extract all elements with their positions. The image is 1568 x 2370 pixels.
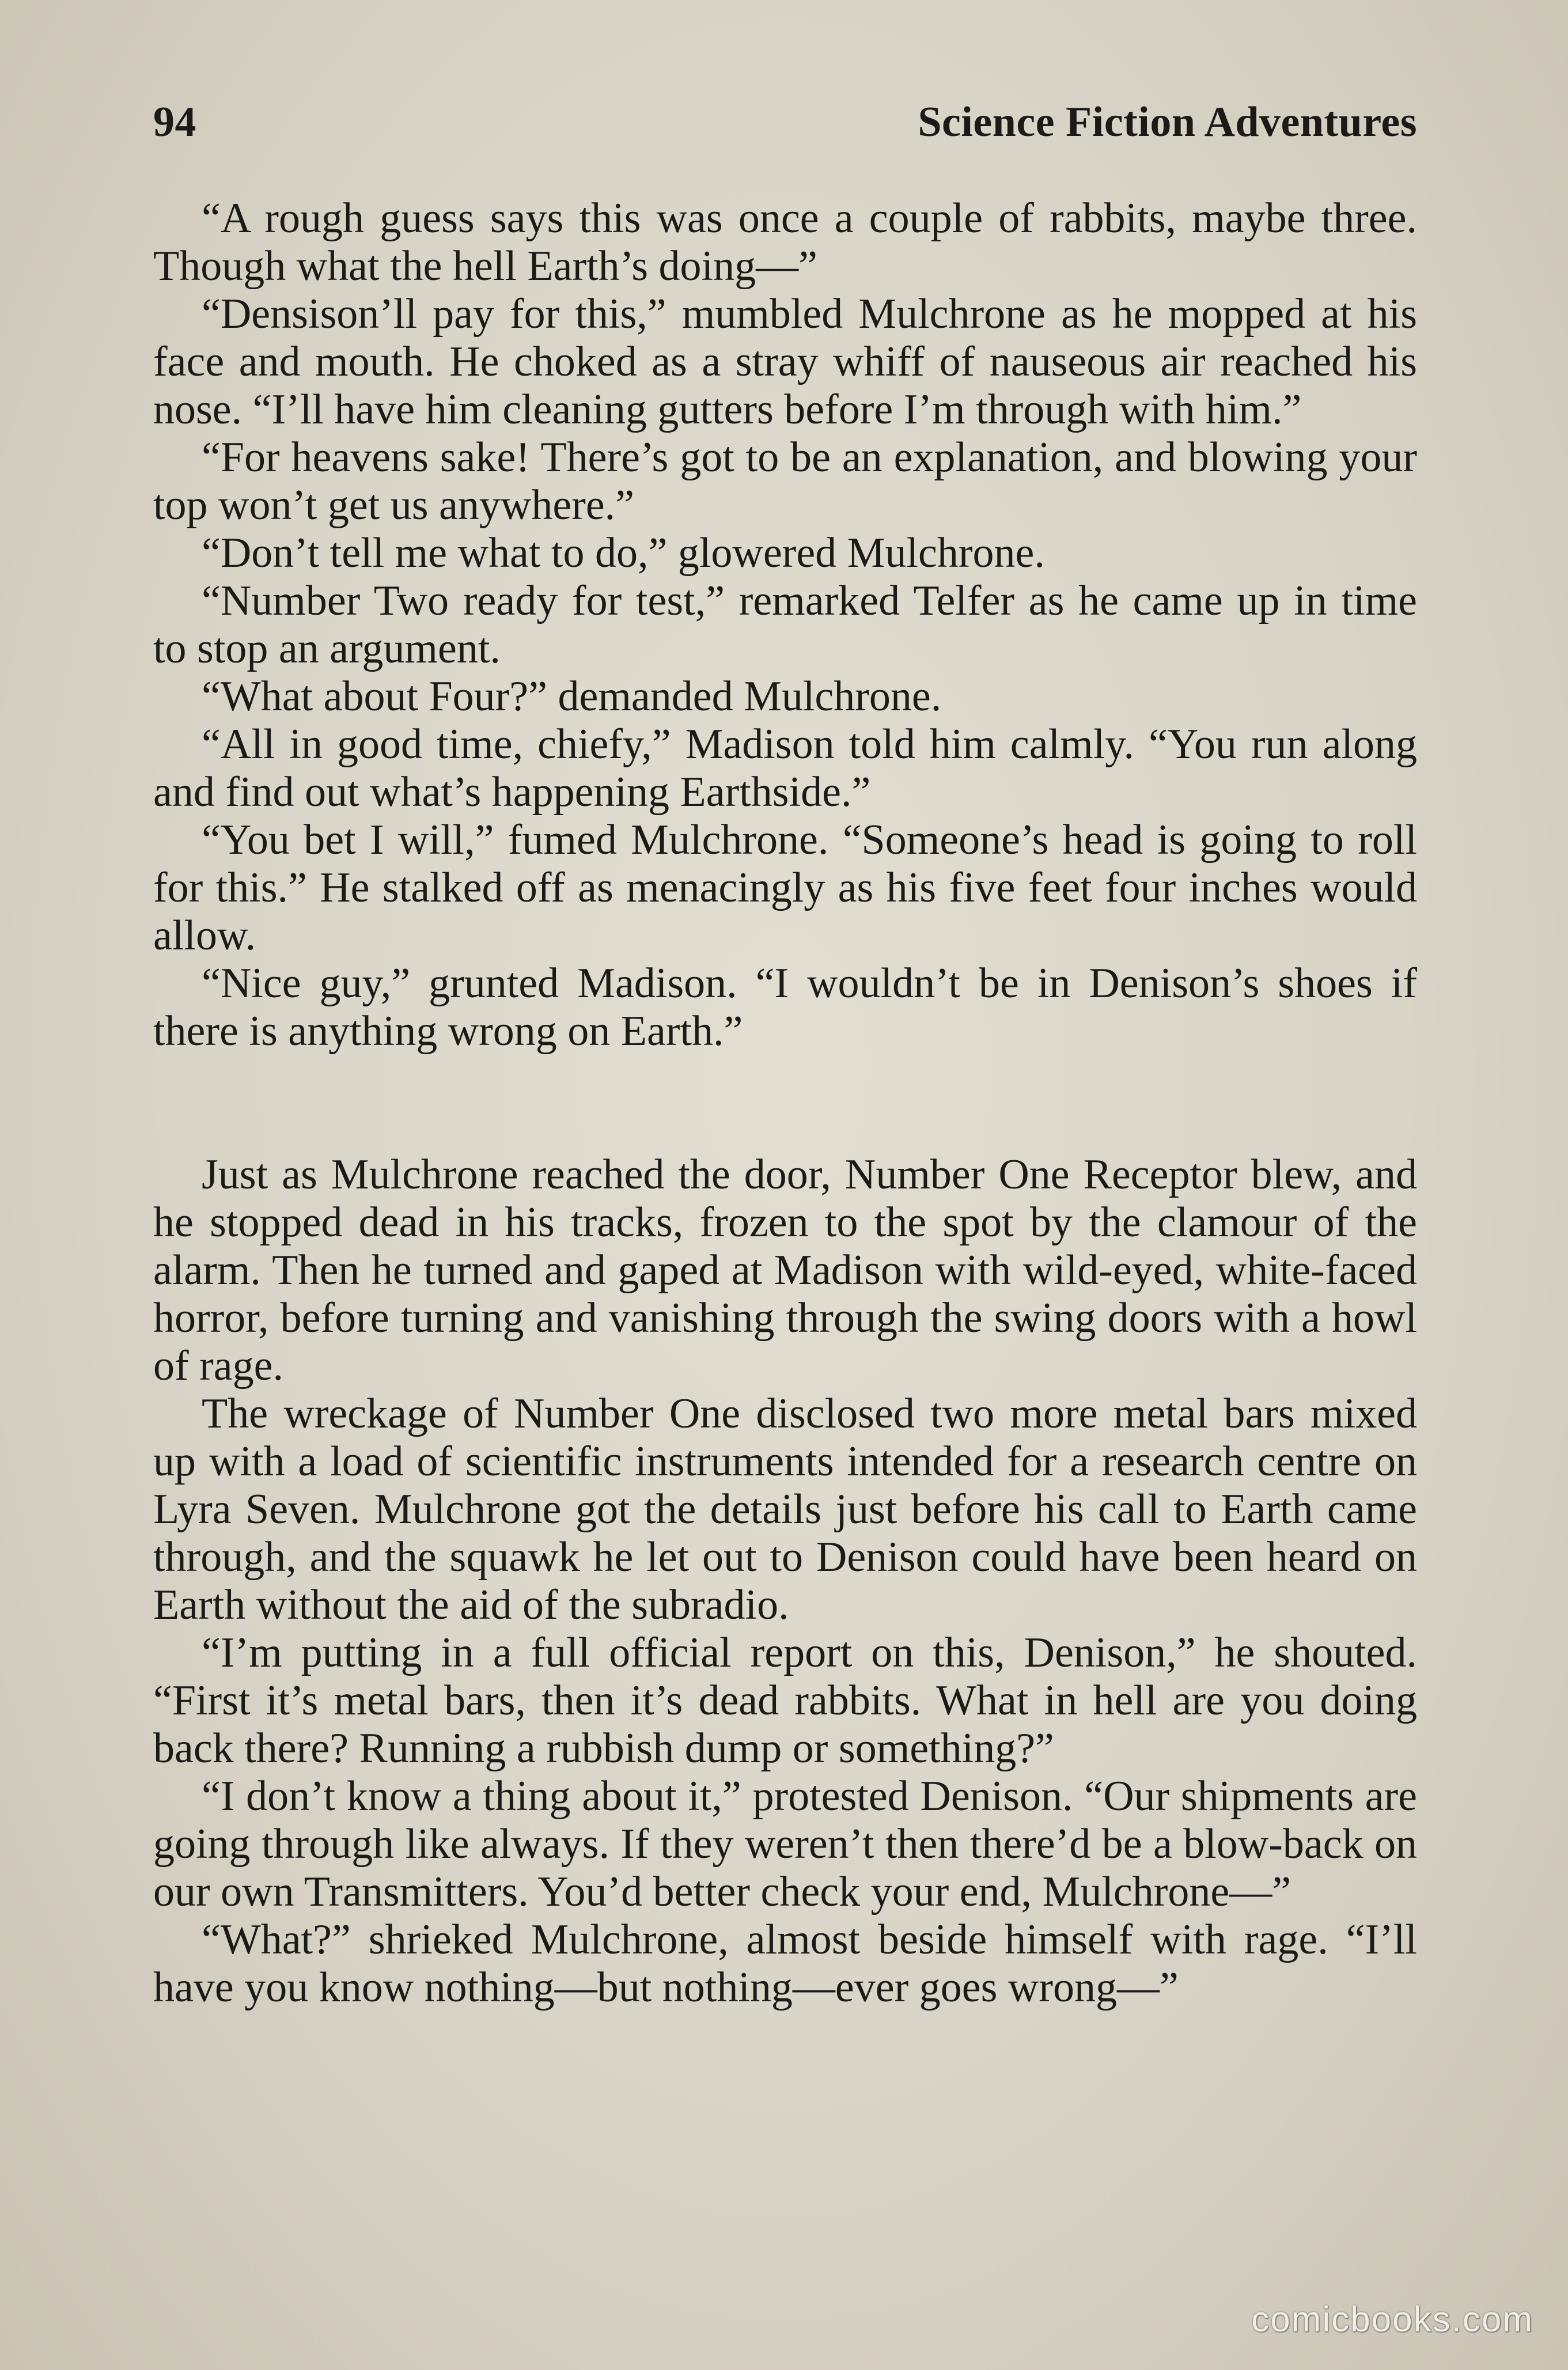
body-text [153, 195, 1417, 2012]
paragraph: “Number Two ready for test,” remarked Telfer as he came up in time to stop an argument. [153, 577, 1417, 672]
paragraph: “I don’t know a thing about it,” protested Denison. “Our shipments are going through like always. If they weren’t then there’d be a blow-back on our own Transmitters. You’d better check your end, Mulchrone—” [153, 1773, 1417, 1915]
paragraph: “Don’t tell me what to do,” glowered Mulchrone. [202, 529, 1045, 577]
running-title: Science Fiction Adventures [918, 99, 1417, 146]
paragraph: “All in good time, chiefy,” Madison told him calmly. “You run along and find out what’s happening Earthside.” [153, 721, 1417, 816]
paragraph: The wreckage of Number One disclosed two more metal bars mixed up with a load of scientific instruments intended for a research centre on Lyra Seven. Mulchrone got the details just before his call to Earth came through, and the squawk he let out to Denison could have been heard on Earth without the aid of the subradio. [153, 1390, 1417, 1629]
paragraph: “For heavens sake! There’s got to be an explanation, and blowing your top won’t get us anywhere.” [153, 434, 1417, 529]
page-number: 94 [153, 99, 196, 146]
paragraph: “Densison’ll pay for this,” mumbled Mulchrone as he mopped at his face and mouth. He choked as a stray whiff of nauseous air reached his nose. “I’ll have him cleaning gutters before I’m through with him.” [153, 290, 1417, 433]
paragraph: “What about Four?” demanded Mulchrone. [202, 673, 942, 720]
paragraph: “What?” shrieked Mulchrone, almost beside himself with rage. “I’ll have you know nothing—but nothing—ever goes wrong—” [153, 1916, 1417, 2011]
paragraph: “You bet I will,” fumed Mulchrone. “Someone’s head is going to roll for this.” He stalked off as menacingly as his five feet four inches would allow. [153, 816, 1417, 959]
paragraph: “I’m putting in a full official report on this, Denison,” he shouted. “First it’s metal bars, then it’s dead rabbits. What in hell are you doing back there? Running a rubbish dump or something?” [153, 1629, 1417, 1772]
paragraph: “A rough guess says this was once a couple of rabbits, maybe three. Though what the hell Earth’s doing—” [153, 195, 1417, 290]
paragraph: “Nice guy,” grunted Madison. “I wouldn’t be in Denison’s shoes if there is anything wrong on Earth.” [153, 960, 1417, 1055]
page-header [153, 98, 1417, 167]
watermark: comicbooks.com [1251, 2300, 1533, 2339]
paragraph-section-start: Just as Mulchrone reached the door, Number One Receptor blew, and he stopped dead in his tracks, frozen to the spot by the clamour of the alarm. Then he turned and gaped at Madison with wild-eyed, white-faced horror, before turning and vanishing through the swing doors with a howl of rage. [153, 1151, 1417, 1390]
